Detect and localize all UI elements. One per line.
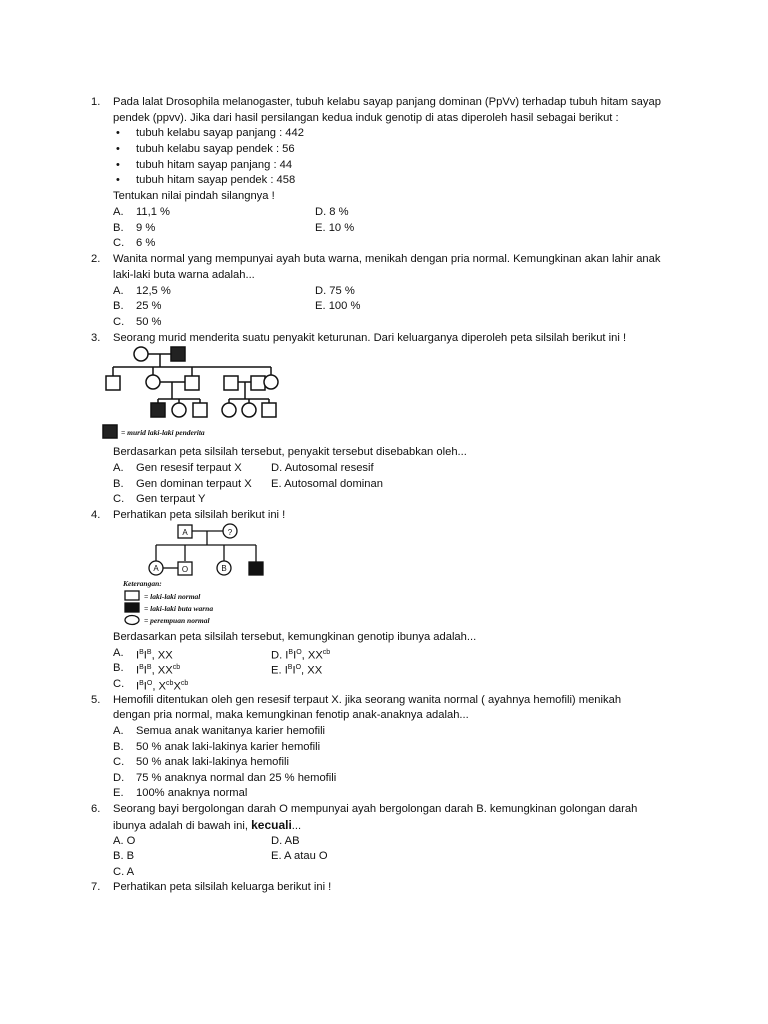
bullet-icon: • — [116, 127, 120, 139]
q3-option-a-letter: A. — [113, 462, 124, 474]
q4-option-c-letter: C. — [113, 678, 125, 690]
q1-bullet-3: tubuh hitam sayap panjang : 44 — [136, 159, 293, 171]
q5-option-e-letter: E. — [113, 787, 124, 799]
pedigree-female — [146, 375, 160, 389]
q7-text-line1: Perhatikan peta silsilah keluarga berikut ini ! — [113, 881, 332, 893]
q2-option-e: E. 100 % — [315, 300, 361, 312]
pedigree-chart-q4 — [118, 520, 278, 628]
q3-number: 3. — [91, 332, 101, 344]
q4-option-d: D. $I^BI^O$, $XX^{cb}$ — [271, 649, 331, 662]
q4-option-e: E. $I^BI^O$, XX — [271, 664, 323, 677]
q4-text-line1: Perhatikan peta silsilah berikut ini ! — [113, 509, 286, 521]
pedigree-female — [172, 403, 186, 417]
pedigree-male — [106, 376, 120, 390]
q1-number: 1. — [91, 96, 101, 108]
legend-affected-male-icon — [103, 425, 117, 438]
q4-option-b-letter: B. — [113, 662, 124, 674]
pedigree-female — [242, 403, 256, 417]
q2-text-line1: Wanita normal yang mempunyai ayah buta warna, menikah dengan pria normal. Kemungkinan akan lahir anak — [113, 253, 661, 265]
q6-option-a: A. O — [113, 835, 136, 847]
pedigree-male — [224, 376, 238, 390]
q4-legend-2: = laki-laki buta warna — [144, 604, 214, 613]
q3-text-line1: Seorang murid menderita suatu penyakit keturunan. Dari keluarganya diperoleh peta silsilah berikut ini ! — [113, 332, 627, 344]
q2-number: 2. — [91, 253, 101, 265]
q6-kecuali: kecuali — [251, 818, 292, 832]
q2-option-b: 25 % — [136, 300, 162, 312]
q5-text-line2: dengan pria normal, maka kemungkinan fenotip anak-anaknya adalah... — [113, 709, 469, 721]
pedigree-female — [222, 403, 236, 417]
q4-child2-label: O — [181, 565, 189, 574]
pedigree-female — [134, 347, 148, 361]
q4-child3-label: B — [221, 564, 227, 573]
q4-option-b: $I^BI^B$, $XX^{cb}$ — [136, 664, 181, 677]
q1-ask: Tentukan nilai pindah silangnya ! — [113, 190, 275, 202]
q4-father-label: A — [182, 528, 188, 537]
q3-ask: Berdasarkan peta silsilah tersebut, penyakit tersebut disebabkan oleh... — [113, 446, 467, 458]
q6-option-b: B. B — [113, 850, 135, 862]
pedigree-affected-male — [171, 347, 185, 361]
q1-option-c-letter: C. — [113, 237, 125, 249]
q2-text-line2: laki-laki buta warna adalah... — [113, 269, 255, 281]
q2-option-d: D. 75 % — [315, 285, 355, 297]
q7-number: 7. — [91, 881, 101, 893]
q4-legend-title: Keterangan: — [123, 579, 162, 588]
q2-option-a-letter: A. — [113, 285, 124, 297]
q6-option-d: D. AB — [271, 835, 300, 847]
q1-bullet-1: tubuh kelabu sayap panjang : 442 — [136, 127, 304, 139]
q1-option-a: 11,1 % — [136, 206, 170, 218]
bullet-icon: • — [116, 174, 120, 186]
q1-option-c: 6 % — [136, 237, 156, 249]
q6-text-line2: ibunya adalah di bawah ini, kecuali... — [113, 818, 302, 832]
q6-option-e: E. A atau O — [271, 850, 328, 862]
q6-option-c: C. A — [113, 866, 135, 878]
q1-text-line1: Pada lalat Drosophila melanogaster, tubuh kelabu sayap panjang dominan (PpVv) terhadap tubuh hitam sayap — [113, 96, 661, 108]
q5-option-e: 100% anaknya normal — [136, 787, 248, 799]
q3-option-e: E. Autosomal dominan — [271, 478, 383, 490]
q5-option-d-letter: D. — [113, 772, 125, 784]
q5-option-b-letter: B. — [113, 741, 124, 753]
q5-option-b: 50 % anak laki-lakinya karier hemofili — [136, 741, 321, 753]
q1-text-line2: pendek (ppvv). Jika dari hasil persilangan kedua induk genotip di atas diperoleh hasil sebagai berikut : — [113, 112, 619, 124]
pedigree-affected-male — [151, 403, 165, 417]
q4-option-a-letter: A. — [113, 647, 124, 659]
q4-option-a: $I^BI^B$, XX — [136, 649, 173, 662]
legend-colorblind-male-icon — [125, 603, 139, 612]
pedigree-chart-q3 — [95, 342, 285, 442]
q5-number: 5. — [91, 694, 101, 706]
q3-option-c-letter: C. — [113, 493, 125, 505]
q1-option-a-letter: A. — [113, 206, 124, 218]
q5-text-line1: Hemofili ditentukan oleh gen resesif terpaut X. jika seorang wanita normal ( ayahnya hemofili) menikah — [113, 694, 622, 706]
q4-legend-1: = laki-laki normal — [144, 592, 201, 601]
q1-option-b: 9 % — [136, 222, 156, 234]
pedigree-male — [193, 403, 207, 417]
pedigree-diagram-q3 — [95, 342, 285, 442]
q5-option-a-letter: A. — [113, 725, 124, 737]
legend-normal-female-icon — [125, 616, 139, 625]
pedigree-male — [251, 376, 265, 390]
q4-mother-label: ? — [227, 528, 233, 537]
pedigree-affected-male — [249, 562, 263, 575]
q2-option-a: 12,5 % — [136, 285, 171, 297]
q5-option-c-letter: C. — [113, 756, 125, 768]
q2-option-c-letter: C. — [113, 316, 125, 328]
q6-text-line1: Seorang bayi bergolongan darah O mempunyai ayah bergolongan darah B. kemungkinan golongan darah — [113, 803, 638, 815]
q3-option-b-letter: B. — [113, 478, 124, 490]
q4-option-c: $I^BI^O$, $X^{cb}X^{cb}$ — [136, 680, 189, 693]
q1-bullet-2: tubuh kelabu sayap pendek : 56 — [136, 143, 295, 155]
q1-option-e: E. 10 % — [315, 222, 355, 234]
q4-child1-label: A — [153, 564, 159, 573]
q3-option-c: Gen terpaut Y — [136, 493, 206, 505]
pedigree-male — [185, 376, 199, 390]
q2-option-c: 50 % — [136, 316, 162, 328]
q4-ask: Berdasarkan peta silsilah tersebut, kemungkinan genotip ibunya adalah... — [113, 631, 477, 643]
q5-option-c: 50 % anak laki-lakinya hemofili — [136, 756, 289, 768]
q3-option-b: Gen dominan terpaut X — [136, 478, 252, 490]
q4-legend-3: = perempuan normal — [144, 616, 210, 625]
q1-option-b-letter: B. — [113, 222, 124, 234]
pedigree-diagram-q4 — [118, 520, 278, 628]
q1-option-d: D. 8 % — [315, 206, 349, 218]
q6-number: 6. — [91, 803, 101, 815]
pedigree-male — [262, 403, 276, 417]
q3-option-a: Gen resesif terpaut X — [136, 462, 242, 474]
q1-bullet-4: tubuh hitam sayap pendek : 458 — [136, 174, 296, 186]
pedigree-female — [264, 375, 278, 389]
q4-number: 4. — [91, 509, 101, 521]
legend-normal-male-icon — [125, 591, 139, 600]
q3-option-d: D. Autosomal resesif — [271, 462, 374, 474]
q5-option-a: Semua anak wanitanya karier hemofili — [136, 725, 326, 737]
bullet-icon: • — [116, 143, 120, 155]
q2-option-b-letter: B. — [113, 300, 124, 312]
q3-legend-text: = murid laki-laki penderita — [121, 428, 205, 437]
bullet-icon: • — [116, 159, 120, 171]
q5-option-d: 75 % anaknya normal dan 25 % hemofili — [136, 772, 337, 784]
